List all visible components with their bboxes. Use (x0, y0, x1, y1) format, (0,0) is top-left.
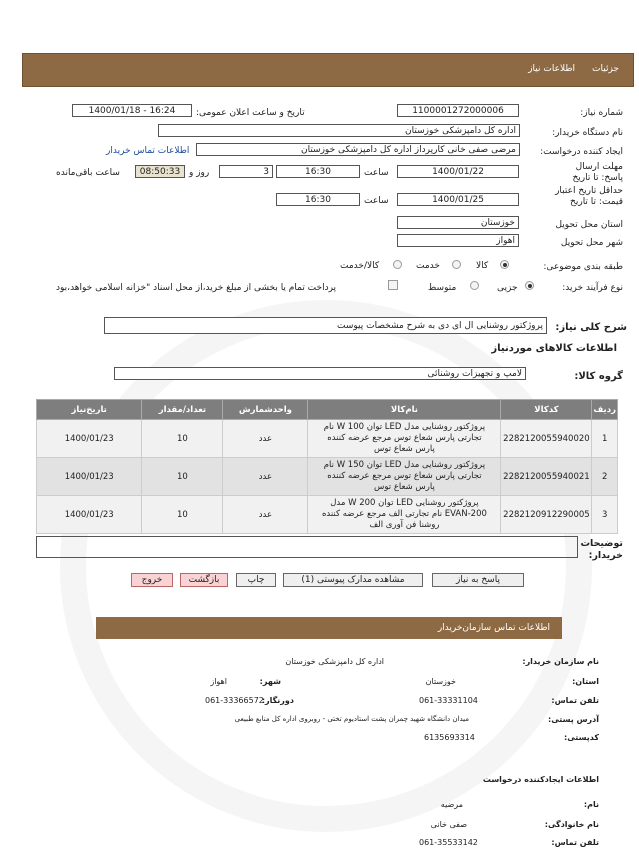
col-name: نام‌کالا (308, 400, 501, 420)
cell-unit: عدد (223, 496, 308, 534)
col-date: تاریخ‌نیاز (37, 400, 142, 420)
cell-date: 1400/01/23 (37, 496, 142, 534)
validity-date-field: 1400/01/25 (397, 193, 519, 206)
print-button[interactable]: چاپ (236, 573, 276, 587)
buyer-notes-label: توضیحات خریدار: (580, 538, 623, 561)
goods-heading: اطلاعات کالاهای موردنیاز (491, 343, 617, 354)
name-value: مرضیه (440, 800, 463, 809)
exit-button[interactable]: خروج (131, 573, 173, 587)
table-row[interactable] (37, 458, 618, 496)
category-label: طبقه بندی موضوعی: (543, 262, 623, 272)
category-service-label: خدمت (416, 261, 440, 271)
postal-value: 6135693314 (424, 733, 475, 742)
deadline-date-field: 1400/01/22 (397, 165, 519, 178)
cell-code: 2282120055940020 (501, 420, 592, 458)
phone-label: تلفن تماس: (551, 696, 599, 705)
cell-idx: 2 (592, 458, 618, 496)
process-medium-radio[interactable] (470, 281, 479, 290)
col-qty: تعداد/مقدار (142, 400, 223, 420)
back-button[interactable]: بازگشت (180, 573, 228, 587)
cell-qty: 10 (142, 496, 223, 534)
announce-label: تاریخ و ساعت اعلان عمومی: (196, 108, 305, 118)
deadline-time-label: ساعت (364, 168, 389, 178)
city-label: شهر محل تحویل (560, 238, 623, 248)
col-code: کدکالا (501, 400, 592, 420)
province-label: استان محل تحویل (555, 220, 623, 230)
tab-need-info[interactable]: اطلاعات نیاز (528, 64, 575, 74)
need-number-field: 1100001272000006 (397, 104, 519, 117)
cell-unit: عدد (223, 458, 308, 496)
table-row[interactable] (37, 420, 618, 458)
deadline-time-field: 16:30 (276, 165, 360, 178)
remaining-time-field: 08:50:33 (135, 165, 185, 178)
address-label: آدرس پستی: (548, 715, 599, 724)
category-goods-label: کالا (476, 261, 489, 271)
name-label: نام: (583, 800, 599, 809)
process-partial-radio[interactable] (525, 281, 534, 290)
summary-field: پروژکتور روشنایی ال ای دی به شرح مشخصات پیوست (104, 317, 547, 334)
col-unit: واحدشمارش (223, 400, 308, 420)
category-goods-service-label: کالا/خدمت (340, 261, 380, 271)
items-table (36, 399, 618, 534)
family-label: نام خانوادگی: (544, 820, 599, 829)
table-row[interactable] (37, 496, 618, 534)
category-service-radio[interactable] (452, 260, 461, 269)
announce-field: 1400/01/18 - 16:24 (72, 104, 192, 117)
category-goods-service-radio[interactable] (393, 260, 402, 269)
city-field: اهواز (397, 234, 519, 247)
process-label: نوع فرآیند خرید: (562, 283, 623, 293)
view-docs-button[interactable]: مشاهده مدارک پیوستی (1) (283, 573, 423, 587)
cphone-value: 061-35533142 (419, 838, 478, 847)
process-partial-label: جزیی (497, 283, 518, 293)
cell-qty: 10 (142, 420, 223, 458)
cphone-label: تلفن تماس: (551, 838, 599, 847)
creator-field: مرضی صفی خانی کارپرداز اداره کل دامپزشکی خوزستان (196, 143, 520, 156)
buyer-org-label: نام دستگاه خریدار: (552, 128, 623, 138)
contact-section-header (96, 617, 562, 639)
fax-value: 061-33366572 (205, 696, 264, 705)
days-label: روز و (189, 168, 210, 178)
top-nav-bar (22, 53, 634, 87)
creator-heading: اطلاعات ایجادکننده درخواست (482, 775, 599, 784)
city-c-value: اهواز (210, 677, 227, 686)
goods-group-field: لامپ و تجهیزات روشنائی (114, 367, 526, 380)
validity-time-field: 16:30 (276, 193, 360, 206)
postal-label: کدپستی: (564, 733, 599, 742)
city-c-label: شهر: (259, 677, 281, 686)
process-medium-label: متوسط (428, 283, 457, 293)
days-field: 3 (219, 165, 273, 178)
validity-time-label: ساعت (364, 196, 389, 206)
cell-date: 1400/01/23 (37, 420, 142, 458)
need-number-label: شماره نیاز: (580, 108, 623, 118)
creator-label: ایجاد کننده درخواست: (540, 147, 623, 157)
cell-code: 2282120912290005 (501, 496, 592, 534)
province-c-value: خوزستان (425, 677, 456, 686)
payment-note: پرداخت تمام یا بخشی از مبلغ خرید،از محل اسناد "خزانه اسلامی خواهد،بود (56, 283, 337, 293)
col-idx: ردیف (592, 400, 618, 420)
validity-label: حداقل تاریخ اعتبار قیمت: تا تاریخ (555, 186, 623, 207)
address-value: میدان دانشگاه شهید چمران پشت استادیوم تختی - روبروی اداره کل منابع طبیعی (234, 715, 469, 723)
cell-qty: 10 (142, 458, 223, 496)
province-c-label: استان: (572, 677, 599, 686)
org-value: اداره کل دامپزشکی خوزستان (285, 657, 384, 666)
reply-button[interactable]: پاسخ به نیاز (432, 573, 524, 587)
summary-label: شرح کلی نیاز: (555, 322, 627, 333)
contact-title: اطلاعات تماس سازمان‌خریدار (437, 623, 550, 633)
buyer-notes-field (36, 536, 578, 558)
phone-value: 061-33331104 (419, 696, 478, 705)
cell-idx: 3 (592, 496, 618, 534)
buyer-contact-link[interactable]: اطلاعات تماس خریدار (106, 146, 190, 156)
remaining-label: ساعت باقی‌مانده (56, 168, 120, 178)
org-label: نام سازمان خریدار: (522, 657, 599, 666)
buyer-org-field: اداره کل دامپزشکی خوزستان (158, 124, 520, 137)
fax-label: دورنگار: (261, 696, 294, 705)
tab-details[interactable]: جزئیات (592, 64, 619, 74)
cell-date: 1400/01/23 (37, 458, 142, 496)
family-value: صفی خانی (430, 820, 467, 829)
category-goods-radio[interactable] (500, 260, 509, 269)
goods-group-label: گروه کالا: (574, 371, 623, 382)
payment-checkbox[interactable] (388, 280, 398, 290)
cell-idx: 1 (592, 420, 618, 458)
cell-name: پروژکتور روشنایی مدل LED توان 150 W نام تجارتی پارس شعاع توس مرجع عرضه کننده پارس شعاع توس (308, 458, 501, 496)
deadline-label: مهلت ارسال پاسخ: تا تاریخ (572, 162, 623, 183)
cell-unit: عدد (223, 420, 308, 458)
province-field: خوزستان (397, 216, 519, 229)
cell-code: 2282120055940021 (501, 458, 592, 496)
table-header-row (37, 400, 618, 420)
cell-name: پروژکتور روشنایی LED توان 200 W مدل EVAN-200 نام تجارتی الف مرجع عرضه کننده روشنا فن آوری الف (308, 496, 501, 534)
cell-name: پروژکتور روشنایی مدل LED توان 100 W نام تجارتی پارس شعاع توس مرجع عرضه کننده پارس شعاع توس (308, 420, 501, 458)
